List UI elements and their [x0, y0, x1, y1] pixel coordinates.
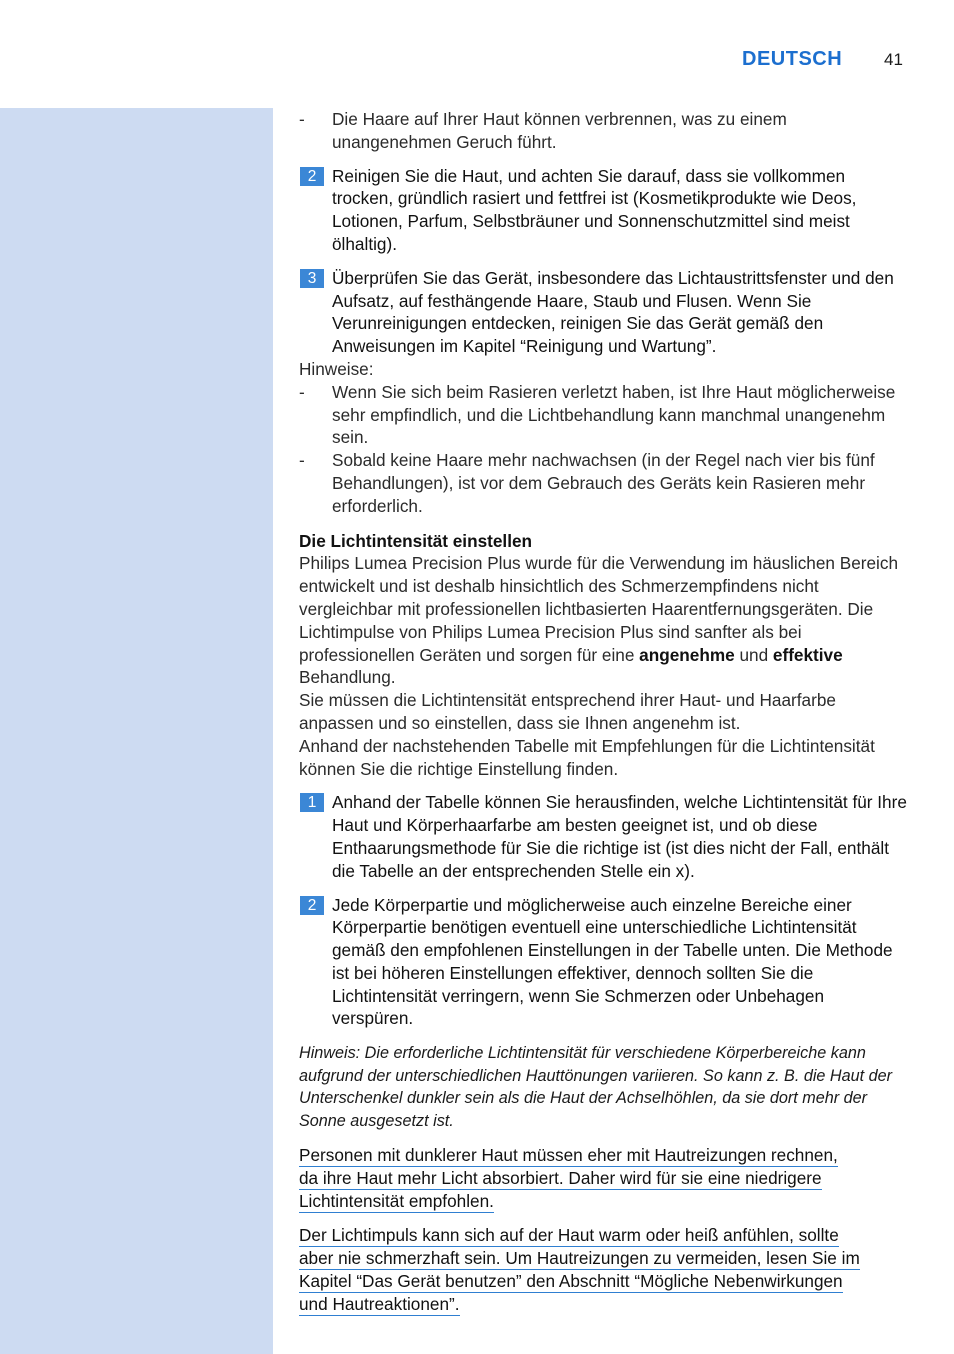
step-text: Anhand der Tabelle können Sie herausfinden, welche Lichtintensität für Ihre Haut und Körperhaarfarbe am besten geeignet ist, und ob diese Enthaarungsmethode für Sie die richtige ist (ist dies nicht der Fall, enthält die Tabelle an der entsprechenden Stelle ein x).: [332, 792, 907, 881]
main-content: [299, 108, 909, 1316]
sidebar-panel: [0, 108, 273, 1354]
warning-line: [299, 1293, 909, 1316]
page-number: 41: [884, 50, 903, 69]
bullet-dash: -: [299, 450, 305, 471]
warning-line: [299, 1190, 909, 1213]
bold-term: effektive: [772, 644, 843, 665]
step-item: [299, 165, 909, 256]
language-label: DEUTSCH: [742, 48, 843, 70]
section-paragraph: Anhand der nachstehenden Tabelle mit Empfehlungen für die Lichtintensität können Sie die richtige Einstellung finden.: [299, 735, 875, 779]
warning-line-text: Personen mit dunklerer Haut müssen eher mit Hautreizungen rechnen,: [299, 1144, 838, 1165]
paragraph-text: Behandlung.: [299, 667, 396, 688]
paragraph-text: und: [734, 644, 773, 665]
paragraph-text: Philips Lumea Precision Plus wurde für die Verwendung im häuslichen Bereich entwickelt und ist deshalb hinsichtlich des Schmerzempfindens nicht vergleichbar mit professionellen lichtbasierten Haarentfernungsgeräten. Die Lichtimpulse von Philips Lumea Precision Plus sind sanfter als bei professionellen Geräten und sorgen für eine: [299, 553, 899, 665]
hints-label: Hinweise:: [299, 358, 374, 379]
warning-block: [299, 1224, 909, 1316]
warning-line-text: aber nie schmerzhaft sein. Um Hautreizungen zu vermeiden, lesen Sie im: [299, 1247, 860, 1268]
section-paragraph: Sie müssen die Lichtintensität entsprechend ihrer Haut- und Haarfarbe anpassen und so einstellen, dass sie Ihnen angenehm ist.: [299, 690, 836, 733]
warning-block: [299, 1144, 909, 1213]
section-paragraph: [299, 552, 909, 689]
note-text: Hinweis: Die erforderliche Lichtintensität für verschiedene Körperbereiche kann aufgrund der unterschiedlichen Hauttönungen variieren. So kann z. B. die Haut der Unterschenkel dunkler sein als die Haut der Achselhöhlen, da sie dort mehr der Sonne ausgesetzt ist.: [299, 1044, 893, 1131]
warning-line: [299, 1167, 909, 1190]
bullet-dash: -: [299, 381, 305, 402]
warning-line: [299, 1144, 909, 1167]
step-number-badge: 1: [300, 793, 324, 812]
step-item: [299, 791, 909, 882]
bullet-text: Sobald keine Haare mehr nachwachsen (in der Regel nach vier bis fünf Behandlungen), ist vor dem Gebrauch des Geräts kein Rasieren mehr erforderlich.: [332, 450, 875, 516]
step-text: Überprüfen Sie das Gerät, insbesondere das Lichtaustrittsfenster und den Aufsatz, auf festhängende Haare, Staub und Flusen. Wenn Sie Verunreinigungen entdecken, reinigen Sie das Gerät gemäß den Anweisungen im Kapitel “Reinigung und Wartung”.: [332, 267, 894, 357]
step-text: Jede Körperpartie und möglicherweise auch einzelne Bereiche einer Körperpartie benötigen eventuell eine unterschiedliche Lichtintensität gemäß den empfohlenen Einstellungen in der Tabelle unten. Die Methode ist bei höheren Einstellungen effektiver, dennoch sollten Sie die Lichtintensität verringern, wenn Sie Schmerzen oder Unbehagen verspüren.: [332, 894, 893, 1029]
hint-bullet: [299, 381, 909, 449]
section-heading: Die Lichtintensität einstellen: [299, 530, 533, 551]
bold-term: angenehme: [639, 644, 735, 665]
warning-line-text: und Hautreaktionen”.: [299, 1293, 460, 1314]
step-item: [299, 267, 909, 358]
warning-line-text: Kapitel “Das Gerät benutzen” den Abschnitt “Mögliche Nebenwirkungen: [299, 1270, 843, 1291]
bullet-text: Die Haare auf Ihrer Haut können verbrennen, was zu einem unangenehmen Geruch führt.: [332, 109, 787, 152]
step-number-badge: 2: [300, 896, 324, 915]
intro-bullet: [299, 108, 909, 154]
step-number-badge: 3: [300, 269, 324, 288]
warning-line-text: Der Lichtimpuls kann sich auf der Haut warm oder heiß anfühlen, sollte: [299, 1224, 839, 1245]
step-item: [299, 894, 909, 1031]
bullet-dash: -: [299, 109, 305, 129]
warning-line-text: da ihre Haut mehr Licht absorbiert. Daher wird für sie eine niedrigere: [299, 1167, 822, 1188]
step-text: Reinigen Sie die Haut, und achten Sie darauf, dass sie vollkommen trocken, gründlich rasiert und fettfrei ist (Kosmetikprodukte wie Deos, Lotionen, Parfum, Selbstbräuner und Sonnenschutzmittel sind meist ölhaltig).: [332, 165, 857, 254]
warning-line: [299, 1247, 909, 1270]
bullet-text: Wenn Sie sich beim Rasieren verletzt haben, ist Ihre Haut möglicherweise sehr empfindlich, und die Lichtbehandlung kann manchmal unangenehm sein.: [332, 381, 896, 448]
warning-line-text: Lichtintensität empfohlen.: [299, 1190, 494, 1211]
step-number-badge: 2: [300, 167, 324, 186]
warning-line: [299, 1224, 909, 1247]
warning-line: [299, 1270, 909, 1293]
hint-bullet: [299, 449, 909, 517]
